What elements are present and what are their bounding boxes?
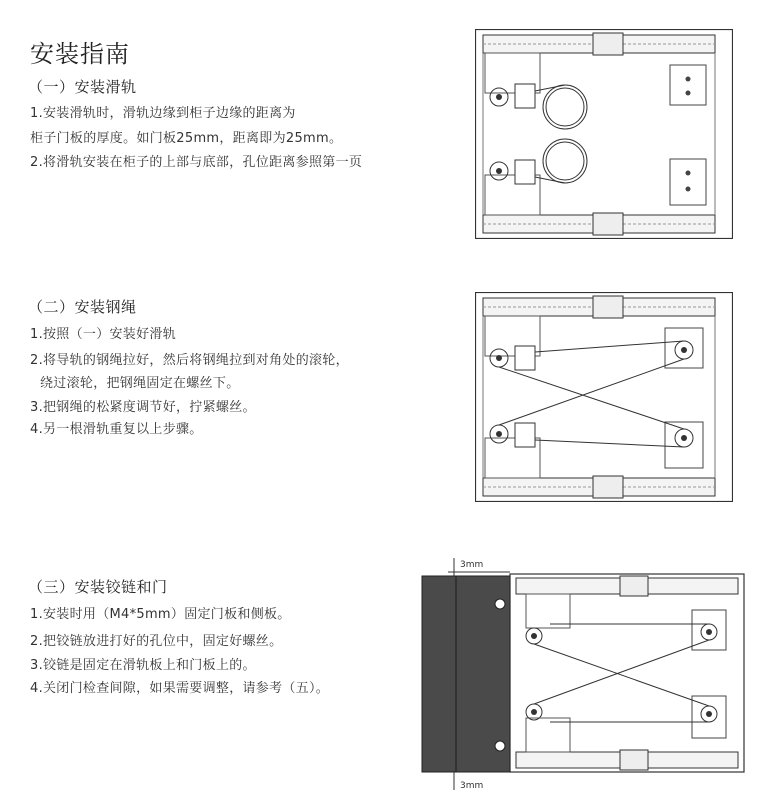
section-2-line-2: 2.将导轨的钢绳拉好，然后将钢绳拉到对角处的滚轮，	[30, 353, 349, 368]
section-2-line-3: 绕过滚轮，把钢绳固定在螺丝下。	[40, 376, 240, 391]
section-3-line-2: 2.把铰链放进打好的孔位中，固定好螺丝。	[30, 634, 283, 649]
section-1-line-1: 1.安装滑轨时，滑轨边缘到柜子边缘的距离为	[30, 106, 296, 121]
section-2-line-1: 1.按照（一）安装好滑轨	[30, 327, 177, 342]
section-3-heading: （三）安装铰链和门	[28, 578, 168, 596]
section-2-line-4: 3.把钢绳的松紧度调节好，拧紧螺丝。	[30, 400, 256, 415]
section-3-line-3: 3.铰链是固定在滑轨板上和门板上的。	[30, 658, 256, 673]
section-2-heading: （二）安装钢绳	[28, 298, 137, 316]
page-title: 安装指南	[30, 40, 130, 68]
section-1-line-2: 柜子门板的厚度。如门板25mm，距离即为25mm。	[30, 131, 343, 146]
section-3-line-4: 4.关闭门检查间隙，如果需要调整，请参考（五）。	[30, 681, 330, 696]
section-2-line-5: 4.另一根滑轨重复以上步骤。	[30, 422, 203, 437]
section-1-line-3: 2.将滑轨安装在柜子的上部与底部，孔位距离参照第一页	[30, 155, 363, 170]
section-3-line-1: 1.安装时用（M4*5mm）固定门板和侧板。	[30, 607, 291, 622]
dimension-label-top: 3mm	[460, 560, 484, 570]
dimension-label-bottom: 3mm	[460, 781, 484, 791]
diagram-hinge-and-door-installation	[420, 554, 750, 794]
section-1-heading: （一）安装滑轨	[28, 78, 137, 96]
diagram-steel-cable-installation	[475, 292, 733, 502]
diagram-slide-rail-installation	[475, 29, 733, 239]
